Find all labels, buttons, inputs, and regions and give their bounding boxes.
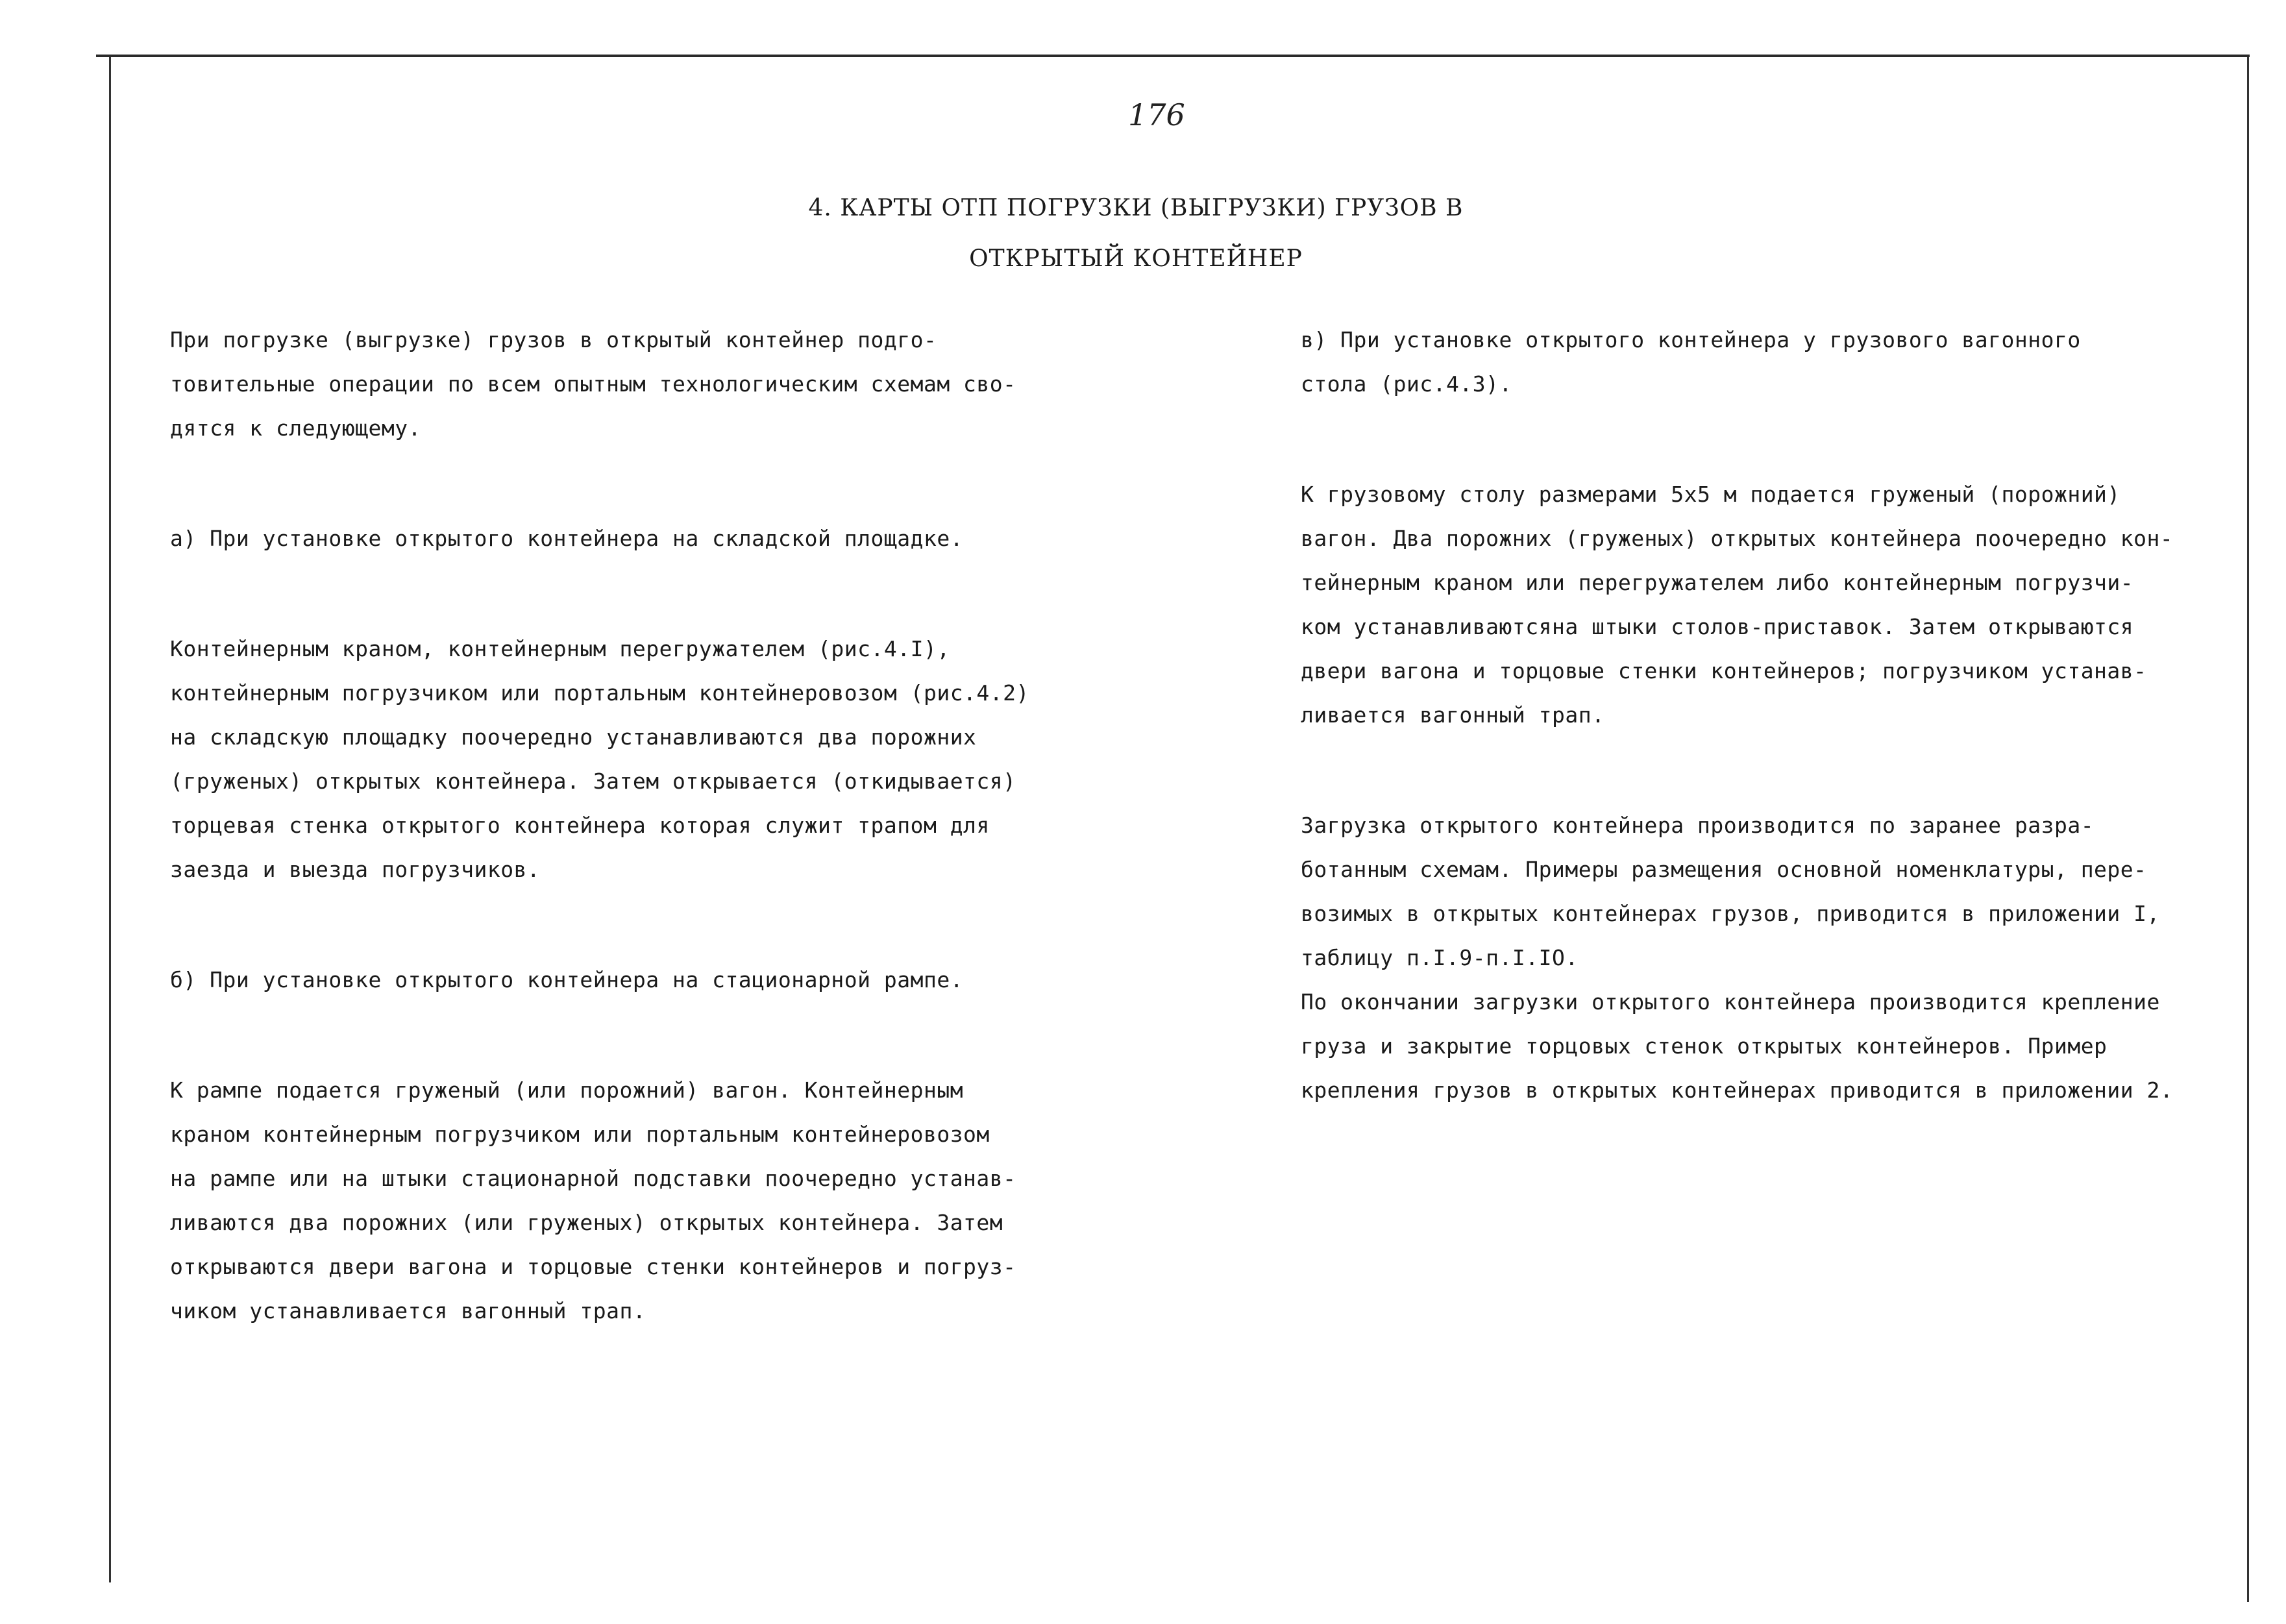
page-border-right: [2247, 57, 2249, 1602]
page-border-top: [96, 55, 2250, 57]
section-title: [682, 183, 1590, 284]
left-column: [170, 318, 1105, 1333]
item-a-heading: а) При установке открытого контейнера на складской площадке.: [170, 526, 964, 551]
page-number: 176: [1128, 97, 1185, 132]
loading-paragraph: Загрузка открытого контейнера производится по заранее разра- ботанным схемам. Примеры размещения основной номенклатуры, пере- возимых в открытых контейнерах грузов, приводится в приложении I, таблицу п.I.9-п.I.IO. По окончании загрузки открытого контейнера производится крепление груза и закрытие торцовых стенок открытых контейнеров. Пример крепления грузов в открытых контейнерах приводится в приложении 2.: [1301, 813, 2174, 1103]
intro-paragraph: При погрузке (выгрузке) грузов в открытый контейнер подго- товительные операции по всем опытным технологическим схемам сво- дятся к следующему.: [170, 327, 1016, 441]
item-b-paragraph: К рампе подается груженый (или порожний) вагон. Контейнерным краном контейнерным погрузчиком или портальным контейнеровозом на рампе или на штыки стационарной подставки поочередно устанав- ливаются два порожних (или груженых) открытых контейнера. Затем открываются двери вагона и торцовые стенки контейнеров и погруз- чиком устанавливается вагонный трап.: [170, 1077, 1016, 1323]
item-a-paragraph: Контейнерным краном, контейнерным перегружателем (рис.4.I), контейнерным погрузчиком или портальным контейнеровозом (рис.4.2) на складскую площадку поочередно устанавливаются два порожних (груженых) открытых контейнера. Затем открывается (откидывается) торцевая стенка открытого контейнера которая служит трапом для заезда и выезда погрузчиков.: [170, 636, 1029, 882]
section-title-line-1: 4. КАРТЫ ОТП ПОГРУЗКИ (ВЫГРУЗКИ) ГРУЗОВ В: [808, 195, 1464, 221]
page-border-left: [109, 57, 111, 1582]
item-b-heading: б) При установке открытого контейнера на стационарной рампе.: [170, 967, 964, 992]
section-title-line-2: ОТКРЫТЫЙ КОНТЕЙНЕР: [969, 245, 1303, 272]
item-c-heading: в) При установке открытого контейнера у грузового вагонного стола (рис.4.3).: [1301, 327, 2081, 397]
right-column: [1301, 318, 2235, 1113]
item-c-paragraph: К грузовому столу размерами 5x5 м подается груженый (порожний) вагон. Два порожних (груженых) открытых контейнера поочередно кон- тейнерным краном или перегружателем либо контейнерным погрузчи- ком устанавливаютсяна штыки столов-приставок. Затем открываются двери вагона и торцовые стенки контейнеров; погрузчиком устанав- ливается вагонный трап.: [1301, 482, 2174, 728]
